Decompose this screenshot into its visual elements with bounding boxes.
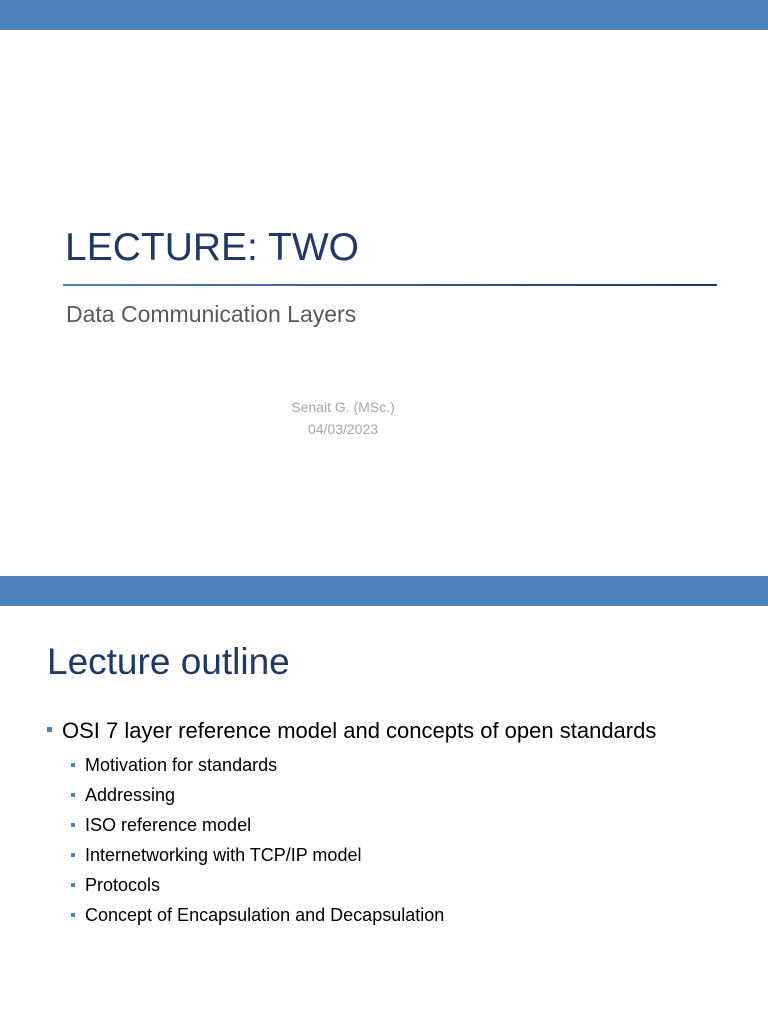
slide-header-bar bbox=[0, 0, 768, 30]
sub-bullet-text: Concept of Encapsulation and Decapsulation bbox=[85, 905, 445, 925]
sub-bullet-item bbox=[62, 780, 737, 810]
sub-bullet-text: Internetworking with TCP/IP model bbox=[85, 845, 362, 865]
sub-bullet-item bbox=[62, 810, 737, 840]
title-divider bbox=[63, 284, 717, 286]
sub-bullet-text: ISO reference model bbox=[85, 815, 252, 835]
outline-slide bbox=[0, 576, 768, 1024]
main-bullet-text: OSI 7 layer reference model and concepts of open standards bbox=[62, 718, 657, 743]
slide-title: LECTURE: TWO bbox=[65, 226, 359, 269]
sub-bullet-text: Protocols bbox=[85, 875, 161, 895]
slide-subtitle: Data Communication Layers bbox=[66, 301, 357, 327]
sub-bullet-item bbox=[62, 840, 737, 870]
sub-bullet-marker-icon bbox=[71, 913, 75, 917]
outline-title: Lecture outline bbox=[47, 641, 290, 682]
outline-list bbox=[47, 716, 737, 930]
sub-bullet-item bbox=[62, 900, 737, 930]
presentation-date: 04/03/2023 bbox=[307, 421, 379, 437]
sub-bullet-text: Addressing bbox=[85, 785, 176, 805]
sub-bullet-marker-icon bbox=[71, 823, 75, 827]
sub-bullet-marker-icon bbox=[71, 853, 75, 857]
author-name: Senait G. (MSc.) bbox=[291, 399, 395, 415]
sub-bullet-marker-icon bbox=[71, 883, 75, 887]
slide-header-bar bbox=[0, 576, 768, 606]
outline-main-bullet bbox=[47, 716, 737, 930]
sub-bullet-marker-icon bbox=[71, 793, 75, 797]
bullet-marker-icon bbox=[47, 727, 52, 732]
sub-bullet-text: Motivation for standards bbox=[85, 755, 278, 775]
sub-bullet-list bbox=[62, 750, 737, 930]
sub-bullet-marker-icon bbox=[71, 763, 75, 767]
sub-bullet-item bbox=[62, 870, 737, 900]
sub-bullet-item bbox=[62, 750, 737, 780]
